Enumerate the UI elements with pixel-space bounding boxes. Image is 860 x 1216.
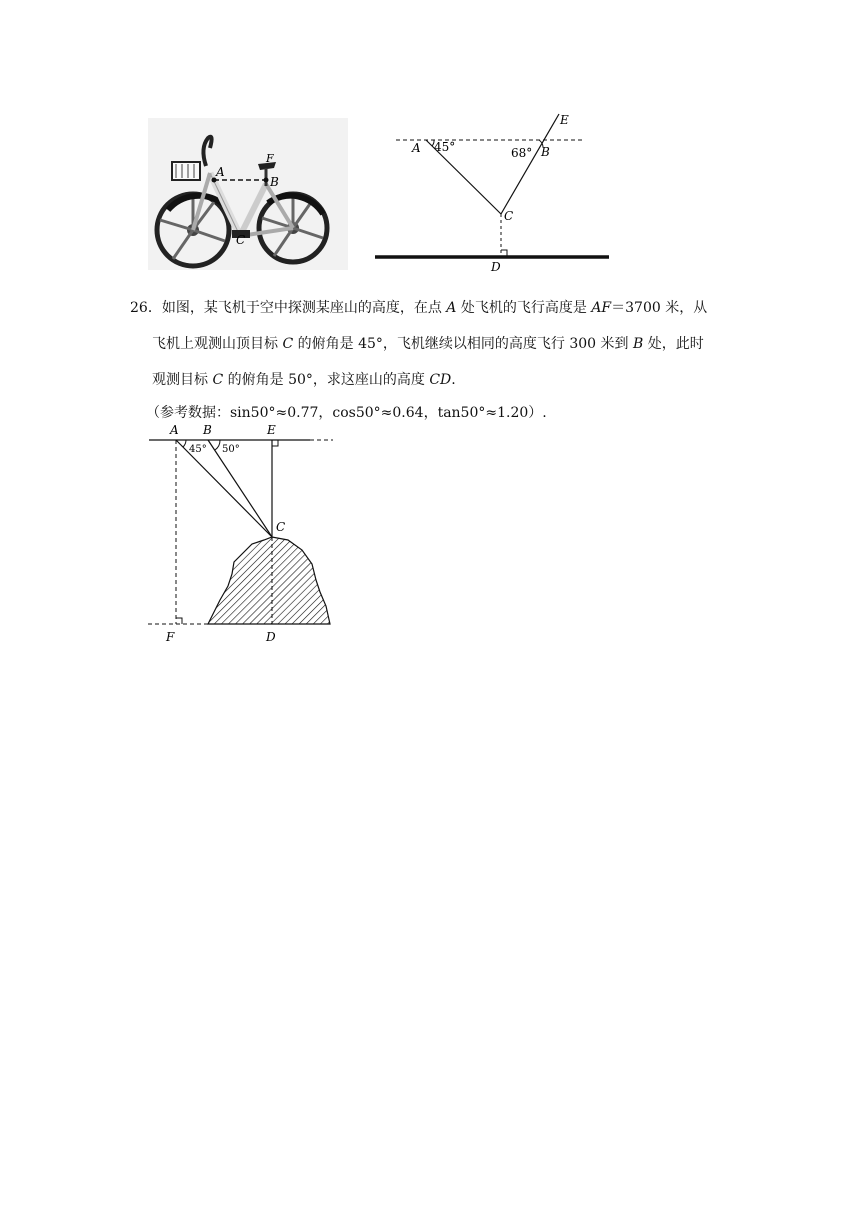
problem-text: 的俯角是 45°，飞机继续以相同的高度飞行 300 米到 [293,336,633,352]
problem-number: 26． [130,300,162,316]
label-a: A [412,141,421,155]
problem-text: ＝3700 米，从 [611,300,708,316]
angle-a-value: 45° [434,140,456,154]
right-angle-mark [501,250,507,256]
right-angle-f [176,618,182,624]
label-b: B [203,423,212,437]
label-f: F [166,630,175,644]
point-b: B [632,336,644,352]
segment-bc [208,440,272,537]
right-angle-e [272,440,278,446]
problem-line-3 [130,362,770,398]
segment-cd: CD [429,372,452,388]
problem-text: 的俯角是 50°，求这座山的高度 [223,372,430,388]
point-c: C [282,336,294,352]
angle-b-value: 68° [511,146,533,160]
label-c: C [236,233,246,247]
label-d: D [266,630,276,644]
problem-text: 飞机上观测山顶目标 [152,336,283,352]
problem-text: 处，此时 [643,336,704,352]
problem-text: 如图，某飞机于空中探测某座山的高度，在点 [161,300,447,316]
bicycle-figure [148,118,348,270]
point-c: C [212,372,224,388]
label-a: A [170,423,179,437]
angle-45-value: 45° [189,444,207,455]
problem-line-1 [130,290,770,326]
label-c: C [276,520,286,534]
mountain [208,537,330,624]
label-b: B [541,145,550,159]
label-e: E [267,423,276,437]
angle-diagram [372,110,612,272]
problem-26 [130,290,770,428]
reference-data: （参考数据：sin50°≈0.77，cos50°≈0.64，tan50°≈1.20）. [146,405,547,421]
label-a: A [216,165,225,179]
problem-text: . [451,372,456,388]
problem-text: 处飞机的飞行高度是 [456,300,592,316]
label-b: B [270,175,279,189]
label-c: C [504,209,514,223]
label-e: E [560,113,569,127]
problem-line-2 [130,326,770,362]
mountain-diagram [148,414,338,646]
point-a: A [446,300,457,316]
label-f: F [266,152,274,165]
problem-text: 观测目标 [152,372,213,388]
segment-ce [501,114,559,214]
label-d: D [491,260,501,272]
angle-50-value: 50° [222,444,240,455]
segment-af: AF [591,300,612,316]
